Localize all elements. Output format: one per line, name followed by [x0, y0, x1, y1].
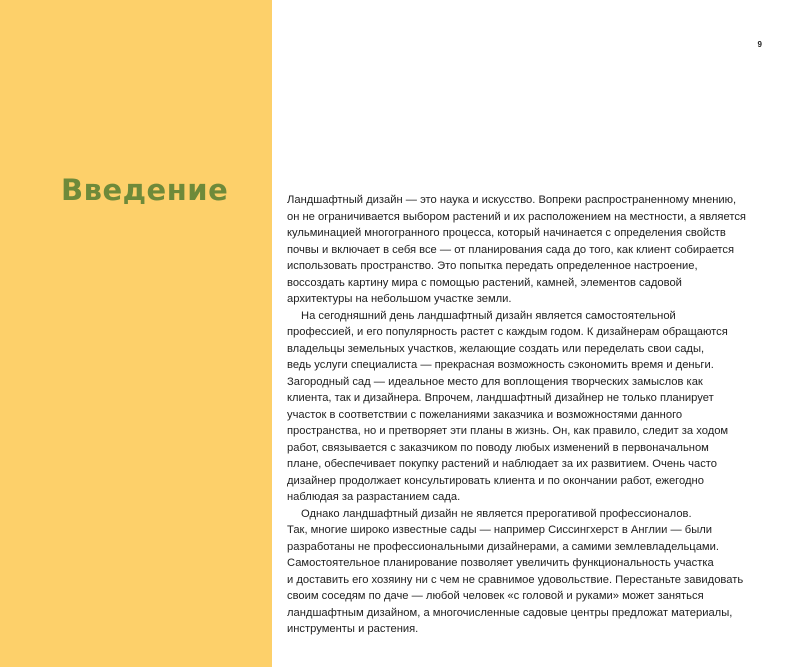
body-line: он не ограничивается выбором растений и их расположением на местности, а является [287, 210, 746, 223]
body-line: дизайнер продолжает консультировать клиента и по окончании работ, ежегодно [287, 474, 704, 487]
body-line: Ландшафтный дизайн — это наука и искусство. Вопреки распространенному мнению, [287, 194, 737, 206]
yellow-sidebar [0, 0, 272, 667]
body-line: воссоздать картину мира с помощью растений, камней, элементов садовой [287, 276, 682, 289]
body-line: использовать пространство. Это попытка передать определенное настроение, [287, 260, 698, 272]
body-line: работ, связывается с заказчиком по поводу любых изменений в первоначальном [287, 441, 709, 454]
body-line: участок в соответствии с пожеланиями заказчика и возможностями данного [287, 408, 683, 421]
body-line: Загородный сад — идеальное место для воплощения творческих замыслов как [287, 375, 703, 388]
body-line: кульминацией многогранного процесса, который начинается с определения свойств [287, 227, 726, 239]
body-line: клиента, так и дизайнера. Впрочем, ландшафтный дизайнер не только планирует [287, 392, 714, 404]
body-line: инструменты и растения. [287, 623, 419, 635]
body-line: своим соседям по даче — любой человек «с головой и руками» может заняться [287, 590, 704, 602]
body-line: и доставить его хозяину ни с чем не сравнимое удовольствие. Перестаньте завидовать [287, 573, 744, 586]
body-text [287, 192, 777, 638]
body-line: Однако ландшафтный дизайн не является прерогативой профессионалов. [301, 507, 692, 520]
body-line: ведь услуги специалиста — прекрасная возможность сэкономить время и деньги. [287, 359, 714, 371]
body-line: наблюдая за разрастанием сада. [287, 491, 461, 503]
body-line: разработаны не профессиональными дизайнерами, а самими землевладельцами. [287, 540, 719, 553]
body-line: архитектуры на небольшом участке земли. [287, 293, 512, 305]
body-line: На сегодняшний день ландшафтный дизайн является самостоятельной [301, 309, 676, 322]
body-line: плане, обеспечивает покупку растений и наблюдает за их развитием. Очень часто [287, 458, 718, 470]
body-line: Самостоятельное планирование позволяет увеличить функциональность участка [287, 557, 714, 569]
body-line: Так, многие широко известные сады — например Сиссингхерст в Англии — были [287, 524, 713, 536]
body-line: владельцы земельных участков, желающие создать или переделать свои сады, [287, 342, 705, 355]
page-number: 9 [757, 40, 762, 49]
body-line: ландшафтным дизайном, а многочисленные садовые центры предложат материалы, [287, 606, 733, 619]
body-line: пространства, но и претворяет эти планы в жизнь. Он, как правило, следит за ходом [287, 425, 729, 437]
body-line: профессией, и его популярность растет с каждым годом. К дизайнерам обращаются [287, 326, 728, 338]
body-line: почвы и включает в себя все — от планирования сада до того, как клиент собирается [287, 243, 735, 256]
chapter-title: Введение [61, 173, 229, 207]
